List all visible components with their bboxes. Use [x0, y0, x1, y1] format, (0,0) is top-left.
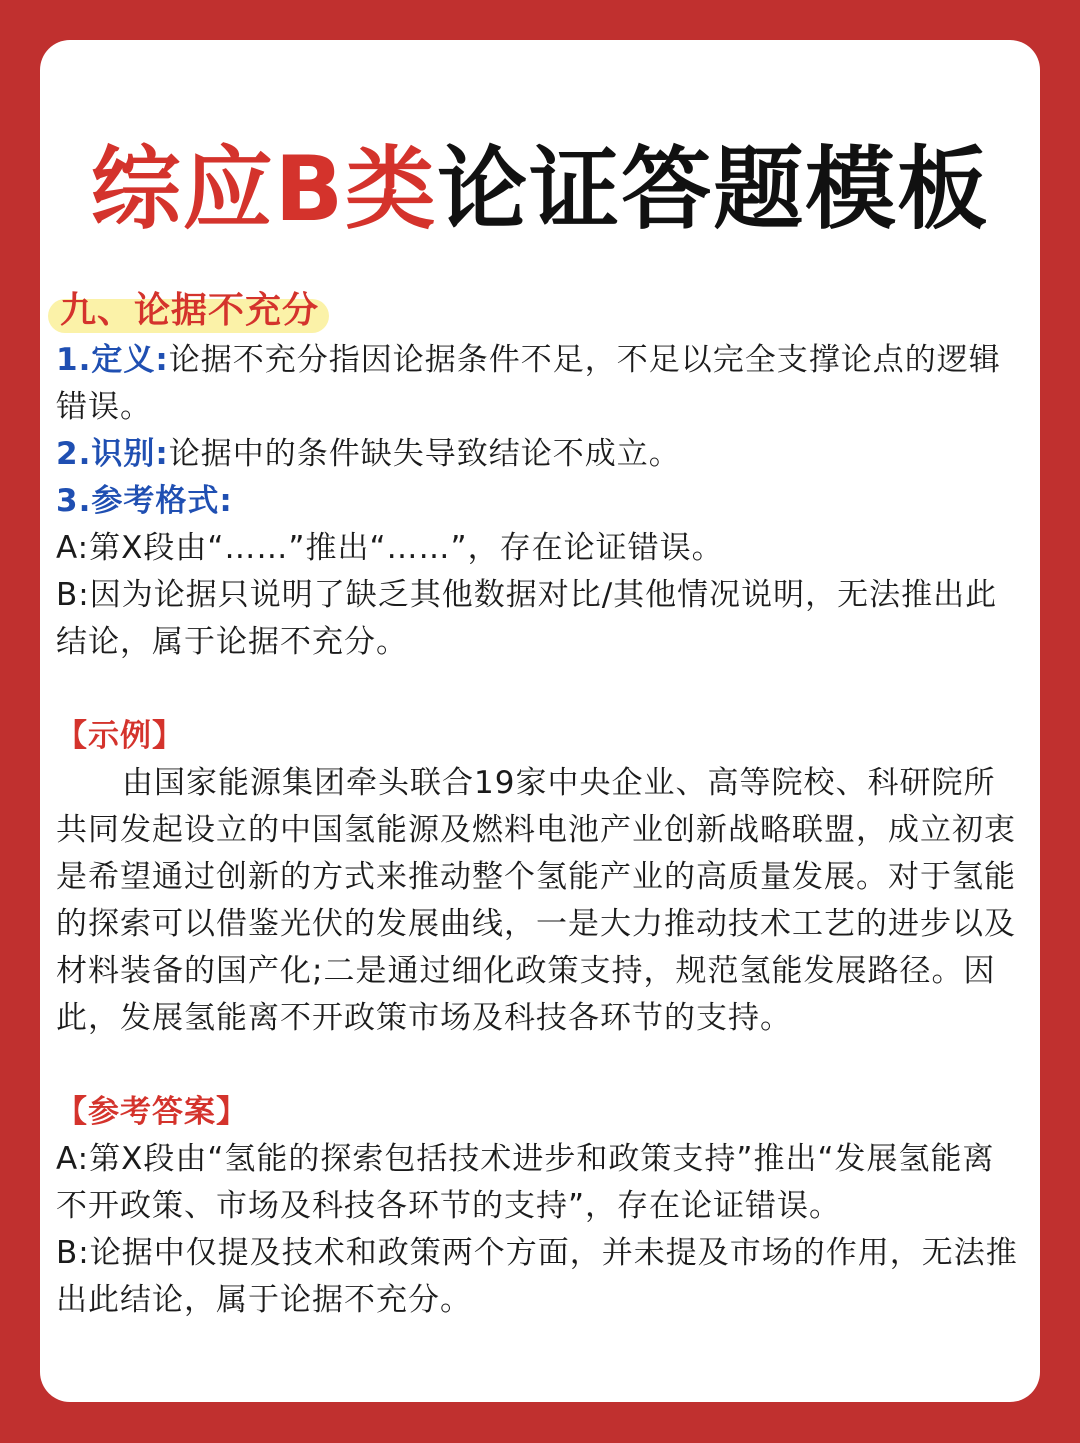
definition-text: 论据不充分指因论据条件不足，不足以完全支撑论点的逻辑错误。 [56, 342, 1001, 425]
content-card [40, 40, 1040, 1402]
format-label: 3.参考格式: [56, 483, 233, 519]
section-heading-text: 九、论据不充分 [60, 290, 320, 331]
identify-text: 论据中的条件缺失导致结论不成立。 [168, 436, 681, 472]
spacer [56, 666, 1026, 713]
main-content [56, 285, 1026, 1324]
title-black-part: 论证答题模板 [437, 137, 990, 242]
answer-b: B:论据中仅提及技术和政策两个方面，并未提及市场的作用，无法推出此结论，属于论据不充分。 [56, 1235, 1018, 1318]
definition-paragraph [56, 337, 1026, 431]
spacer [56, 1042, 1026, 1089]
answer-a: A:第X段由“氢能的探索包括技术进步和政策支持”推出“发展氢能离不开政策、市场及科技各环节的支持”，存在论证错误。 [56, 1141, 995, 1224]
format-paragraph [56, 478, 1026, 525]
format-b: B:因为论据只说明了缺乏其他数据对比/其他情况说明，无法推出此结论，属于论据不充分。 [56, 577, 998, 660]
definition-label: 1.定义: [56, 342, 169, 378]
example-label: 【示例】 [56, 718, 184, 754]
example-text: 由国家能源集团牵头联合19家中央企业、高等院校、科研院所共同发起设立的中国氢能源及燃料电池产业创新战略联盟，成立初衷是希望通过创新的方式来推动整个氢能产业的高质量发展。对于氢能的探索可以借鉴光伏的发展曲线，一是大力推动技术工艺的进步以及材料装备的国产化;二是通过细化政策支持，规范氢能发展路径。因此，发展氢能离不开政策市场及科技各环节的支持。 [56, 765, 1016, 1036]
identify-paragraph [56, 431, 1026, 478]
title-red-part: 综应B类 [90, 137, 438, 242]
answer-label: 【参考答案】 [56, 1094, 248, 1130]
format-a: A:第X段由“……”推出“……”，存在论证错误。 [56, 530, 724, 566]
page-title [40, 135, 1040, 245]
identify-label: 2.识别: [56, 436, 169, 472]
answer-label-row [56, 1089, 1026, 1136]
example-label-row [56, 713, 1026, 760]
section-heading [56, 285, 323, 337]
